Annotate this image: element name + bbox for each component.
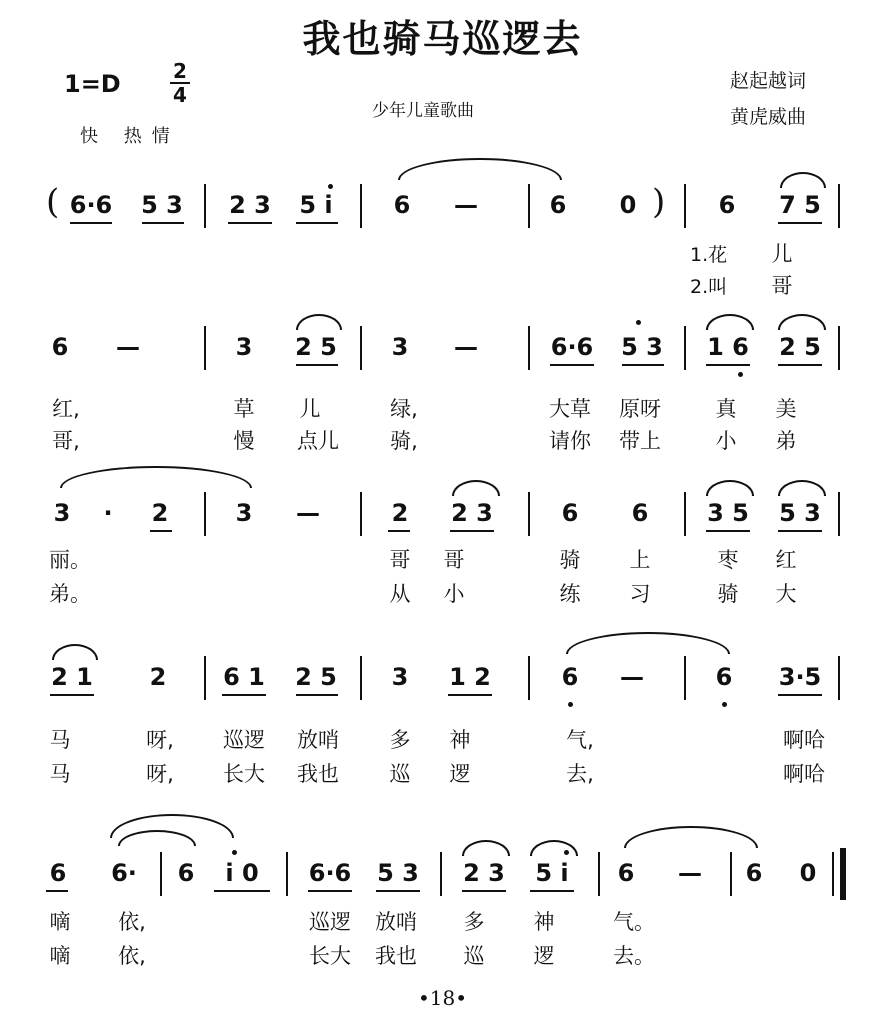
lyric-syllable: 长大 [309, 944, 351, 968]
lyric-syllable: 美 [775, 397, 797, 421]
lyric-syllable: 真 [715, 397, 737, 421]
score-row-5 [0, 844, 885, 904]
score-row-2 [0, 318, 885, 378]
underline [448, 694, 492, 696]
note-group: 6 [631, 499, 649, 527]
lyric-syllable: 带上 [619, 429, 661, 453]
note-group: 6 1 [223, 663, 265, 691]
lyric-syllable: 嘀 [49, 944, 71, 968]
note-group: 3 [53, 499, 71, 527]
note-group: 6·6 [69, 191, 113, 219]
underline [550, 364, 594, 366]
lyric-syllable: 丽。 [49, 548, 91, 572]
lyric-syllable: 弟 [775, 429, 797, 453]
note-group: 2 [391, 499, 409, 527]
lyric-syllable: 气。 [613, 910, 655, 934]
lyric-syllable: 儿 [771, 242, 793, 266]
lyric-syllable: 哥, [52, 429, 80, 453]
lyric-syllable: 马 [49, 762, 71, 786]
lyric-syllable: 骑 [717, 582, 739, 606]
underline [222, 694, 266, 696]
song-title: 我也骑马巡逻去 [302, 16, 583, 61]
lyric-syllable: 放哨 [297, 728, 339, 752]
tie-slur [706, 314, 754, 330]
note-group: 6 [715, 663, 733, 691]
bar-line [160, 852, 162, 896]
lyric-syllable: 哥 [443, 548, 465, 572]
lyric-syllable: 弟。 [49, 582, 91, 606]
lyric-syllable: 原呀 [619, 397, 661, 421]
lyric-syllable: 依, [118, 944, 146, 968]
note-group: 6 [561, 499, 579, 527]
note-group: 3 [391, 333, 409, 361]
note-group: 1 2 [449, 663, 491, 691]
octave-dot [722, 702, 727, 707]
octave-dot [232, 850, 237, 855]
time-signature [168, 60, 192, 106]
note-group: 6 [549, 191, 567, 219]
lyric-syllable: 神 [533, 910, 555, 934]
score-row-4 [0, 648, 885, 708]
bar-line [832, 852, 834, 896]
lyric-syllable: 小 [715, 429, 737, 453]
underline [50, 694, 94, 696]
bar-line [598, 852, 600, 896]
lyric-syllable: 去, [566, 762, 594, 786]
note-group: 2 3 [463, 859, 505, 887]
lyric-syllable: 巡 [389, 762, 411, 786]
underline [778, 694, 822, 696]
bar-line [204, 656, 206, 700]
note-group: 2 [151, 499, 169, 527]
note-group: 2 5 [295, 333, 337, 361]
genre-label: 少年儿童歌曲 [372, 101, 474, 121]
tie-slur [778, 480, 826, 496]
page-number: •18• [417, 986, 468, 1010]
note-group: 6 [745, 859, 763, 887]
underline [376, 890, 420, 892]
lyric-syllable: 大草 [549, 397, 591, 421]
octave-dot [568, 702, 573, 707]
note-group: — [454, 191, 478, 219]
lyric-syllable: 巡 [463, 944, 485, 968]
bar-line [684, 326, 686, 370]
note-group: — [620, 663, 644, 691]
underline [462, 890, 506, 892]
lyric-syllable: 神 [449, 728, 471, 752]
tie-slur [296, 314, 342, 330]
lyric-syllable: 大 [775, 582, 797, 606]
lyric-syllable: 啊哈 [783, 728, 825, 752]
bar-line [204, 184, 206, 228]
note-group: 5 i [535, 859, 569, 887]
bar-line [730, 852, 732, 896]
note-group: 6· [111, 859, 137, 887]
lyric-syllable: 上 [629, 548, 651, 572]
score-row-1 [0, 176, 885, 236]
lyric-syllable: 嘀 [49, 910, 71, 934]
note-group: 6·6 [308, 859, 352, 887]
underline [530, 890, 574, 892]
lyric-syllable: 枣 [717, 548, 739, 572]
tempo-marking: 快 热情 [80, 126, 180, 147]
note-group: 2 5 [779, 333, 821, 361]
bar-line [838, 326, 840, 370]
bar-line [360, 326, 362, 370]
lyric-syllable: 逻 [533, 944, 555, 968]
lyric-syllable: 啊哈 [783, 762, 825, 786]
tie-slur [780, 172, 826, 188]
close-parenthesis: ) [652, 182, 666, 222]
lyric-syllable: 马 [49, 728, 71, 752]
bar-line [684, 492, 686, 536]
note-group: 3 5 [707, 499, 749, 527]
note-group: 2 5 [295, 663, 337, 691]
note-group: 6 [49, 859, 67, 887]
note-group: · [103, 499, 113, 527]
note-group: 6 [393, 191, 411, 219]
note-group: 0 [619, 191, 637, 219]
note-group: 2 3 [229, 191, 271, 219]
lyric-syllable: 去。 [613, 944, 655, 968]
bar-line [528, 656, 530, 700]
lyric-syllable: 巡逻 [223, 728, 265, 752]
lyric-syllable: 慢 [233, 429, 255, 453]
bar-line [684, 656, 686, 700]
bar-line [204, 326, 206, 370]
lyric-syllable: 长大 [223, 762, 265, 786]
underline [46, 890, 68, 892]
note-group: 2 1 [51, 663, 93, 691]
lyricist-credit: 赵起越词 [730, 70, 807, 92]
note-group: 3 [235, 499, 253, 527]
note-group: 6·6 [550, 333, 594, 361]
underline [778, 364, 822, 366]
underline [706, 364, 750, 366]
lyric-syllable: 小 [443, 582, 465, 606]
underline [296, 222, 338, 224]
meter-bottom: 4 [173, 83, 187, 107]
key-signature: 1=D [64, 70, 121, 98]
lyric-syllable: 多 [463, 910, 485, 934]
open-parenthesis: ( [46, 182, 60, 222]
bar-line [684, 184, 686, 228]
lyric-syllable: 骑, [390, 429, 418, 453]
underline [150, 530, 172, 532]
meter-top: 2 [173, 59, 187, 83]
final-bar-line [840, 848, 846, 900]
lyric-syllable: 哥 [389, 548, 411, 572]
tie-slur [706, 480, 754, 496]
underline [622, 364, 664, 366]
tie-slur [398, 158, 562, 180]
lyric-syllable: 放哨 [375, 910, 417, 934]
bar-line [838, 656, 840, 700]
tie-slur [60, 466, 252, 488]
bar-line [528, 492, 530, 536]
underline [388, 530, 410, 532]
underline [296, 694, 338, 696]
lyric-syllable: 气, [566, 728, 594, 752]
note-group: 5 3 [377, 859, 419, 887]
note-group: 3 [235, 333, 253, 361]
bar-line [360, 184, 362, 228]
bar-line [528, 184, 530, 228]
lyric-line-2 [690, 272, 727, 299]
lyric-syllable: 点儿 [297, 429, 339, 453]
tie-slur [624, 826, 758, 848]
lyric-syllable: 儿 [299, 397, 321, 421]
lyric-syllable: 呀, [146, 762, 174, 786]
note-group: 7 5 [779, 191, 821, 219]
lyric-syllable: 骑 [559, 548, 581, 572]
tie-slur [566, 632, 730, 654]
lyric-syllable: 呀, [146, 728, 174, 752]
lyric-syllable: 依, [118, 910, 146, 934]
underline [450, 530, 494, 532]
bar-line [360, 656, 362, 700]
note-group: — [296, 499, 320, 527]
lyric-syllable: 1.花 [690, 244, 728, 266]
lyric-syllable: 多 [389, 728, 411, 752]
note-group: 6 [51, 333, 69, 361]
tie-slur [52, 644, 98, 660]
lyric-syllable: 我也 [297, 762, 339, 786]
composer-credit: 黄虎威曲 [730, 106, 807, 128]
note-group: 6 [561, 663, 579, 691]
octave-dot [738, 372, 743, 377]
lyric-syllable: 红, [52, 397, 80, 421]
tie-slur [452, 480, 500, 496]
lyric-syllable: 2.叫 [690, 276, 728, 298]
note-group: 5 3 [779, 499, 821, 527]
note-group: — [116, 333, 140, 361]
underline [142, 222, 184, 224]
lyric-syllable: 请你 [549, 429, 591, 453]
note-group: 5 i [299, 191, 333, 219]
underline [706, 530, 750, 532]
underline [778, 530, 822, 532]
underline [778, 222, 822, 224]
note-group: 5 3 [621, 333, 663, 361]
note-group: 2 3 [451, 499, 493, 527]
bar-line [838, 492, 840, 536]
lyric-syllable: 练 [559, 582, 581, 606]
bar-line [360, 492, 362, 536]
bar-line [204, 492, 206, 536]
note-group: 2 [149, 663, 167, 691]
note-group: i 0 [225, 859, 259, 887]
tie-slur [530, 840, 578, 856]
lyric-syllable: 从 [389, 582, 411, 606]
lyric-syllable: 巡逻 [309, 910, 351, 934]
bar-line [528, 326, 530, 370]
note-group: 3 [391, 663, 409, 691]
lyric-syllable: 逻 [449, 762, 471, 786]
lyric-line-1 [690, 240, 727, 267]
underline [214, 890, 270, 892]
note-group: — [678, 859, 702, 887]
note-group: 6 [718, 191, 736, 219]
note-group: 6 [177, 859, 195, 887]
note-group: 0 [799, 859, 817, 887]
underline [308, 890, 352, 892]
lyric-syllable: 红 [775, 548, 797, 572]
note-group: 5 3 [141, 191, 183, 219]
lyric-syllable: 哥 [771, 274, 793, 298]
tie-slur [462, 840, 510, 856]
score-row-3 [0, 484, 885, 544]
tie-slur [778, 314, 826, 330]
octave-dot [328, 184, 333, 189]
lyric-syllable: 我也 [375, 944, 417, 968]
lyric-syllable: 草 [233, 397, 255, 421]
bar-line [440, 852, 442, 896]
underline [70, 222, 112, 224]
lyric-syllable: 习 [629, 582, 651, 606]
bar-line [838, 184, 840, 228]
underline [228, 222, 272, 224]
note-group: 3·5 [778, 663, 822, 691]
note-group: 1 6 [707, 333, 749, 361]
note-group: 6 [617, 859, 635, 887]
bar-line [286, 852, 288, 896]
note-group: — [454, 333, 478, 361]
lyric-syllable: 绿, [390, 397, 418, 421]
underline [296, 364, 338, 366]
octave-dot [636, 320, 641, 325]
